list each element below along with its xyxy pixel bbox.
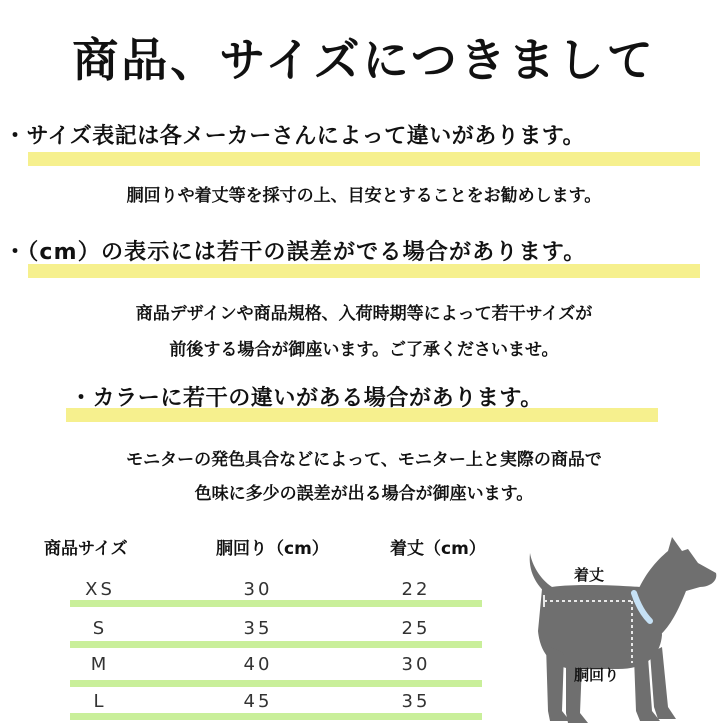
cell-size: S: [92, 618, 108, 639]
page-title: 商品、サイズにつきまして: [72, 33, 656, 87]
length-label: 着丈: [574, 566, 605, 584]
row-separator: [70, 641, 482, 648]
cell-length: 22: [401, 579, 431, 600]
note-heading-2: ・（cm）の表示には若干の誤差がでる場合があります。: [4, 240, 587, 265]
note-heading-3: ・カラーに若干の違いがある場合があります。: [70, 386, 543, 411]
note-body-3-line-2: 色味に多少の誤差が出る場合が御座います。: [194, 484, 534, 504]
note-body-3-line-1: モニターの発色具合などによって、モニター上と実際の商品で: [126, 450, 602, 470]
column-header-length: 着丈（cm）: [390, 539, 486, 559]
cell-size: L: [93, 691, 107, 712]
cell-girth: 45: [243, 691, 273, 712]
dog-silhouette-icon: [522, 535, 722, 728]
note-body-2-line-2: 前後する場合が御座います。ご了承くださいませ。: [169, 340, 559, 360]
cell-girth: 40: [243, 654, 273, 675]
cell-size: XS: [85, 579, 115, 600]
cell-girth: 35: [243, 618, 273, 639]
column-header-size: 商品サイズ: [44, 539, 128, 559]
dog-measurement-diagram: [522, 535, 722, 728]
row-separator: [70, 713, 482, 720]
column-header-girth: 胴回り（cm）: [216, 539, 329, 559]
cell-length: 25: [401, 618, 431, 639]
girth-label: 胴回り: [574, 666, 620, 684]
highlight-bar: [28, 152, 700, 166]
cell-length: 35: [401, 691, 431, 712]
cell-length: 30: [401, 654, 431, 675]
cell-size: M: [90, 654, 110, 675]
cell-girth: 30: [243, 579, 273, 600]
row-separator: [70, 680, 482, 687]
note-heading-1: ・サイズ表記は各メーカーさんによって違いがあります。: [4, 124, 586, 149]
note-body-1-line-1: 胴回りや着丈等を採寸の上、目安とすることをお勧めします。: [126, 186, 602, 206]
note-body-2-line-1: 商品デザインや商品規格、入荷時期等によって若干サイズが: [135, 304, 593, 324]
